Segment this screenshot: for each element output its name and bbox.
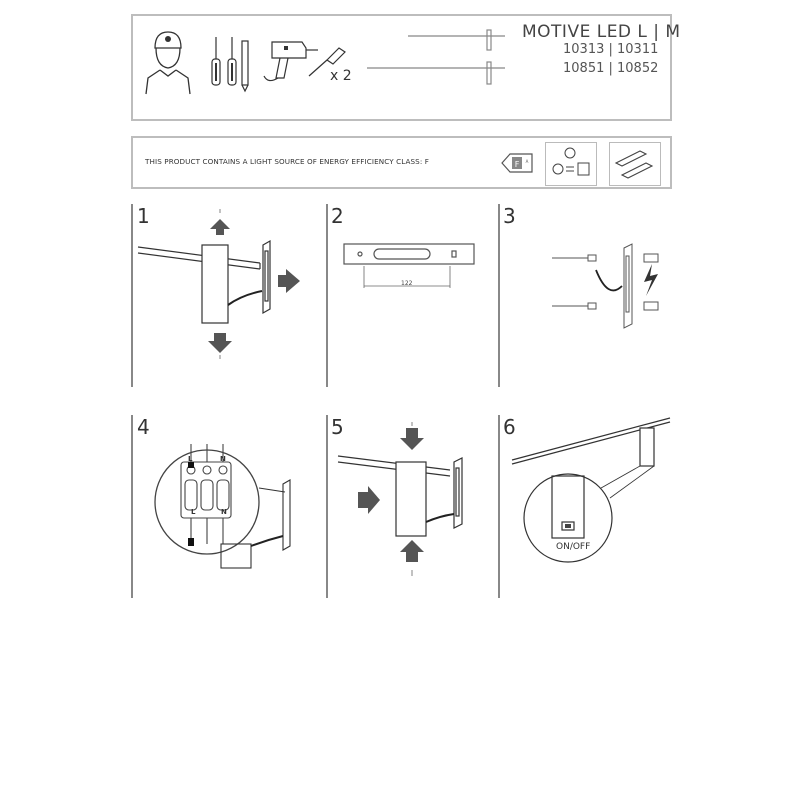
screwdrivers-icon xyxy=(208,33,254,93)
step-divider xyxy=(498,204,500,387)
step-divider xyxy=(326,204,328,387)
step-2-illustration xyxy=(340,240,480,296)
step-divider xyxy=(131,415,133,598)
step-number-5: 5 xyxy=(331,415,344,439)
terminal-l-top: L xyxy=(188,455,193,463)
step-number-3: 3 xyxy=(503,204,516,228)
product-dimension-icons xyxy=(405,28,510,88)
step-5-illustration xyxy=(338,420,478,585)
energy-label-icon xyxy=(500,151,534,175)
svg-text:A: A xyxy=(525,159,529,164)
product-title: MOTIVE LED L | M xyxy=(522,22,681,42)
step-4-illustration xyxy=(155,440,305,580)
step-number-1: 1 xyxy=(137,204,150,228)
screws-count: x 2 xyxy=(330,68,352,84)
step-number-6: 6 xyxy=(503,415,516,439)
step-divider xyxy=(131,204,133,387)
svg-text:F: F xyxy=(514,160,520,169)
lamp-swap-icon xyxy=(548,145,592,181)
terminal-l-bottom: L xyxy=(191,508,196,516)
step-3-illustration xyxy=(552,240,672,330)
step-6-illustration xyxy=(510,418,675,568)
energy-efficiency-text: THIS PRODUCT CONTAINS A LIGHT SOURCE OF ENERGY EFFICIENCY CLASS: F xyxy=(145,157,429,166)
product-codes-line-2: 10851 | 10852 xyxy=(563,61,659,76)
installer-icon xyxy=(140,26,196,96)
step-number-4: 4 xyxy=(137,415,150,439)
on-off-label: ON/OFF xyxy=(556,542,591,552)
mounting-distance-label: 122 xyxy=(401,280,413,287)
step-1-illustration xyxy=(138,205,318,365)
terminal-n-bottom: N xyxy=(221,508,227,516)
screwdriver-tools-icon xyxy=(612,145,656,181)
step-divider xyxy=(326,415,328,598)
step-number-2: 2 xyxy=(331,204,344,228)
terminal-n-top: N xyxy=(220,455,226,463)
product-codes-line-1: 10313 | 10311 xyxy=(563,42,659,57)
step-divider xyxy=(498,415,500,598)
